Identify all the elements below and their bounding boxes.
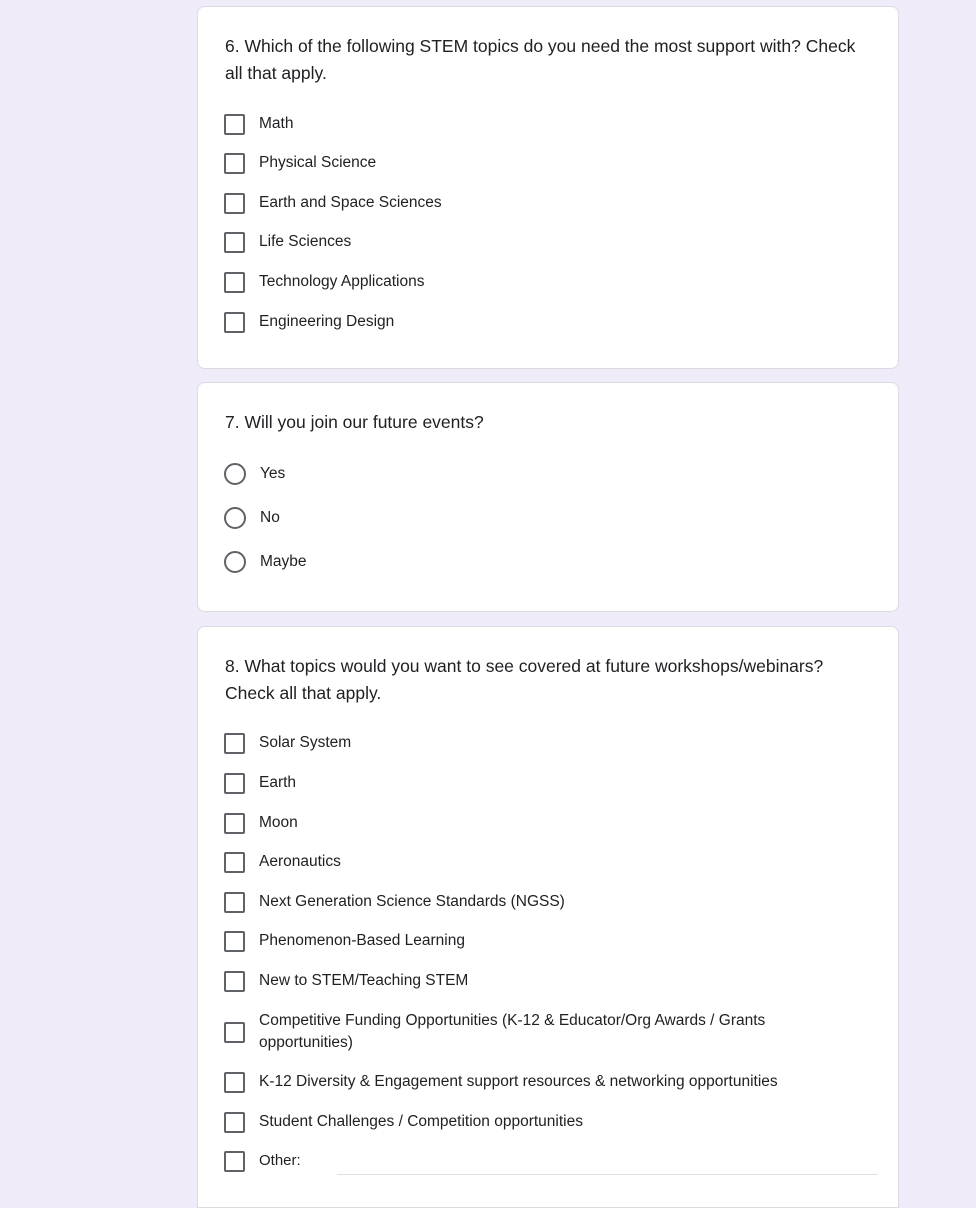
checkbox-icon[interactable] (224, 813, 245, 834)
checkbox-icon[interactable] (224, 312, 245, 333)
option-label: Student Challenges / Competition opportunities (259, 1113, 583, 1130)
checkbox-icon[interactable] (224, 733, 245, 754)
question-title: 7. Will you join our future events? (225, 412, 484, 432)
checkbox-icon[interactable] (224, 153, 245, 174)
option-label: Aeronautics (259, 853, 341, 870)
checkbox-icon[interactable] (224, 971, 245, 992)
other-text-input[interactable] (337, 1152, 878, 1175)
question-card-8 (197, 626, 899, 1208)
question-card-6 (197, 6, 899, 369)
option-label: Yes (260, 465, 286, 482)
option-label: Competitive Funding Opportunities (K-12 & Educator/Org Awards / Grants opportunities) (259, 1012, 766, 1051)
option-label: New to STEM/Teaching STEM (259, 972, 469, 989)
checkbox-icon[interactable] (224, 1112, 245, 1133)
option-label: Life Sciences (259, 233, 352, 250)
checkbox-option-life-sciences[interactable] (224, 231, 839, 253)
checkbox-option-earth-space[interactable] (224, 192, 839, 214)
option-label: K-12 Diversity & Engagement support resources & networking opportunities (259, 1073, 778, 1090)
checkbox-icon[interactable] (224, 773, 245, 794)
radio-icon[interactable] (224, 463, 246, 485)
checkbox-option-moon[interactable] (224, 812, 839, 834)
checkbox-icon[interactable] (224, 931, 245, 952)
checkbox-icon[interactable] (224, 114, 245, 135)
checkbox-option-phenomenon[interactable] (224, 930, 839, 952)
question-title: 6. Which of the following STEM topics do you need the most support with? Check all that apply. (225, 36, 856, 83)
checkbox-option-other[interactable] (224, 1150, 319, 1172)
option-label: Engineering Design (259, 313, 395, 330)
checkbox-option-new-to-stem[interactable] (224, 970, 839, 992)
checkbox-icon[interactable] (224, 232, 245, 253)
checkbox-option-ngss[interactable] (224, 891, 839, 913)
option-label: Moon (259, 814, 298, 831)
checkbox-option-engineering[interactable] (224, 311, 839, 333)
checkbox-option-solar-system[interactable] (224, 732, 839, 754)
option-label: Solar System (259, 734, 352, 751)
option-label: Physical Science (259, 154, 377, 171)
checkbox-icon[interactable] (224, 852, 245, 873)
option-label: No (260, 509, 280, 526)
option-label: Technology Applications (259, 273, 425, 290)
checkbox-icon[interactable] (224, 193, 245, 214)
checkbox-option-aeronautics[interactable] (224, 851, 839, 873)
option-label: Phenomenon-Based Learning (259, 932, 465, 949)
option-label-other: Other: (259, 1152, 301, 1169)
radio-icon[interactable] (224, 507, 246, 529)
radio-icon[interactable] (224, 551, 246, 573)
checkbox-icon[interactable] (224, 1151, 245, 1172)
checkbox-icon[interactable] (224, 1072, 245, 1093)
checkbox-option-earth[interactable] (224, 772, 839, 794)
option-label: Earth and Space Sciences (259, 194, 442, 211)
checkbox-option-physical-science[interactable] (224, 152, 839, 174)
question-title: 8. What topics would you want to see covered at future workshops/webinars? Check all that apply. (225, 656, 824, 703)
option-label: Math (259, 115, 294, 132)
checkbox-icon[interactable] (224, 892, 245, 913)
radio-option-yes[interactable] (224, 463, 840, 485)
checkbox-option-math[interactable] (224, 113, 839, 135)
checkbox-option-student-challenges[interactable] (224, 1111, 839, 1133)
option-label: Next Generation Science Standards (NGSS) (259, 893, 565, 910)
checkbox-icon[interactable] (224, 1022, 245, 1043)
checkbox-icon[interactable] (224, 272, 245, 293)
checkbox-option-technology[interactable] (224, 271, 839, 293)
checkbox-option-diversity[interactable] (224, 1071, 839, 1093)
radio-option-no[interactable] (224, 507, 840, 529)
checkbox-option-funding[interactable] (224, 1010, 819, 1054)
option-label: Maybe (260, 553, 307, 570)
option-label: Earth (259, 774, 297, 791)
question-card-7 (197, 382, 899, 612)
radio-option-maybe[interactable] (224, 551, 840, 573)
